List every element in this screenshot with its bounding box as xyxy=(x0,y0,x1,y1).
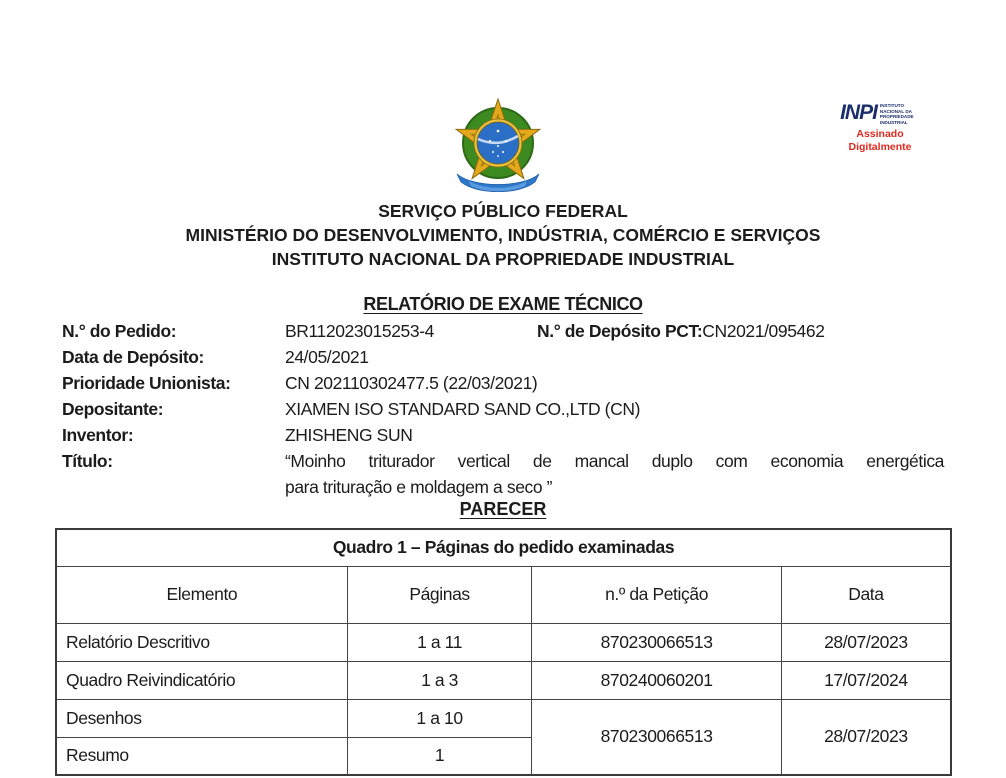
field-row-depositante xyxy=(62,396,944,422)
prioridade-value: CN 202110302477.5 (22/03/2021) xyxy=(285,373,538,393)
cell-data-merged: 28/07/2023 xyxy=(781,699,951,775)
cell-paginas: 1 a 10 xyxy=(347,699,532,737)
org-header-line3: INSTITUTO NACIONAL DA PROPRIEDADE INDUSTRIAL xyxy=(271,249,735,269)
cell-paginas: 1 a 11 xyxy=(347,623,532,661)
examined-pages-table xyxy=(55,528,952,776)
cell-peticao: 870240060201 xyxy=(532,661,781,699)
col-header-paginas: Páginas xyxy=(347,566,532,623)
table-row xyxy=(56,623,951,661)
field-row-pedido xyxy=(62,318,944,344)
signed-line1: Assinado xyxy=(856,127,904,140)
pedido-value-group xyxy=(285,318,944,344)
table-row xyxy=(56,661,951,699)
cell-paginas: 1 a 3 xyxy=(347,661,532,699)
org-header-line1: SERVIÇO PÚBLICO FEDERAL xyxy=(378,201,628,221)
signed-digitally-label xyxy=(834,128,926,153)
pedido-label: N.° do Pedido: xyxy=(62,321,177,341)
titulo-label: Título: xyxy=(62,451,113,471)
depositante-value: XIAMEN ISO STANDARD SAND CO.,LTD (CN) xyxy=(285,399,640,419)
cell-peticao-merged: 870230066513 xyxy=(532,699,781,775)
report-title xyxy=(0,294,1006,315)
cell-elemento: Quadro Reivindicatório xyxy=(56,661,347,699)
cell-peticao: 870230066513 xyxy=(532,623,781,661)
bibliographic-fields xyxy=(62,318,944,500)
depositante-label: Depositante: xyxy=(62,399,164,419)
report-title-text: RELATÓRIO DE EXAME TÉCNICO xyxy=(363,294,643,314)
cell-elemento: Relatório Descritivo xyxy=(56,623,347,661)
pedido-value: BR112023015253-4 xyxy=(285,321,434,341)
table-row xyxy=(56,699,951,737)
parecer-text: PARECER xyxy=(459,499,547,519)
col-header-elemento: Elemento xyxy=(56,566,347,623)
titulo-value xyxy=(285,448,944,500)
cell-data: 17/07/2024 xyxy=(781,661,951,699)
cell-elemento: Resumo xyxy=(56,737,347,775)
prioridade-label: Prioridade Unionista: xyxy=(62,373,231,393)
table-caption-row xyxy=(56,529,951,566)
cell-paginas: 1 xyxy=(347,737,532,775)
table-header-row xyxy=(56,566,951,623)
field-row-data-deposito xyxy=(62,344,944,370)
org-header xyxy=(0,199,1006,271)
inventor-label: Inventor: xyxy=(62,425,134,445)
col-header-peticao: n.º da Petição xyxy=(532,566,781,623)
col-header-data: Data xyxy=(781,566,951,623)
crest-svg xyxy=(439,98,557,192)
cell-data: 28/07/2023 xyxy=(781,623,951,661)
pct-value: CN2021/095462 xyxy=(702,321,825,341)
brazil-coat-of-arms-icon xyxy=(439,98,557,192)
titulo-value-line1: “Moinho triturador vertical de mancal duplo com economia energética xyxy=(285,451,944,471)
field-row-prioridade xyxy=(62,370,944,396)
inventor-value: ZHISHENG SUN xyxy=(285,425,413,445)
titulo-value-line2: para trituração e moldagem a seco ” xyxy=(285,477,553,497)
cell-elemento: Desenhos xyxy=(56,699,347,737)
inpi-signature-badge xyxy=(834,103,926,153)
pct-label: N.° de Depósito PCT: xyxy=(537,321,703,341)
table-caption: Quadro 1 – Páginas do pedido examinadas xyxy=(56,529,951,566)
field-row-titulo xyxy=(62,448,944,500)
inpi-logo-subtext: INSTITUTO NACIONAL DA PROPRIEDADE INDUSTRIAL xyxy=(879,103,914,126)
data-deposito-label: Data de Depósito: xyxy=(62,347,204,367)
org-header-line2: MINISTÉRIO DO DESENVOLVIMENTO, INDÚSTRIA, COMÉRCIO E SERVIÇOS xyxy=(185,225,821,245)
data-deposito-value: 24/05/2021 xyxy=(285,347,369,367)
signed-line2: Digitalmente xyxy=(848,140,912,153)
inpi-logo xyxy=(834,103,926,126)
inpi-wordmark: INPI xyxy=(840,101,877,124)
field-row-inventor xyxy=(62,422,944,448)
parecer-section-title xyxy=(0,499,1006,520)
